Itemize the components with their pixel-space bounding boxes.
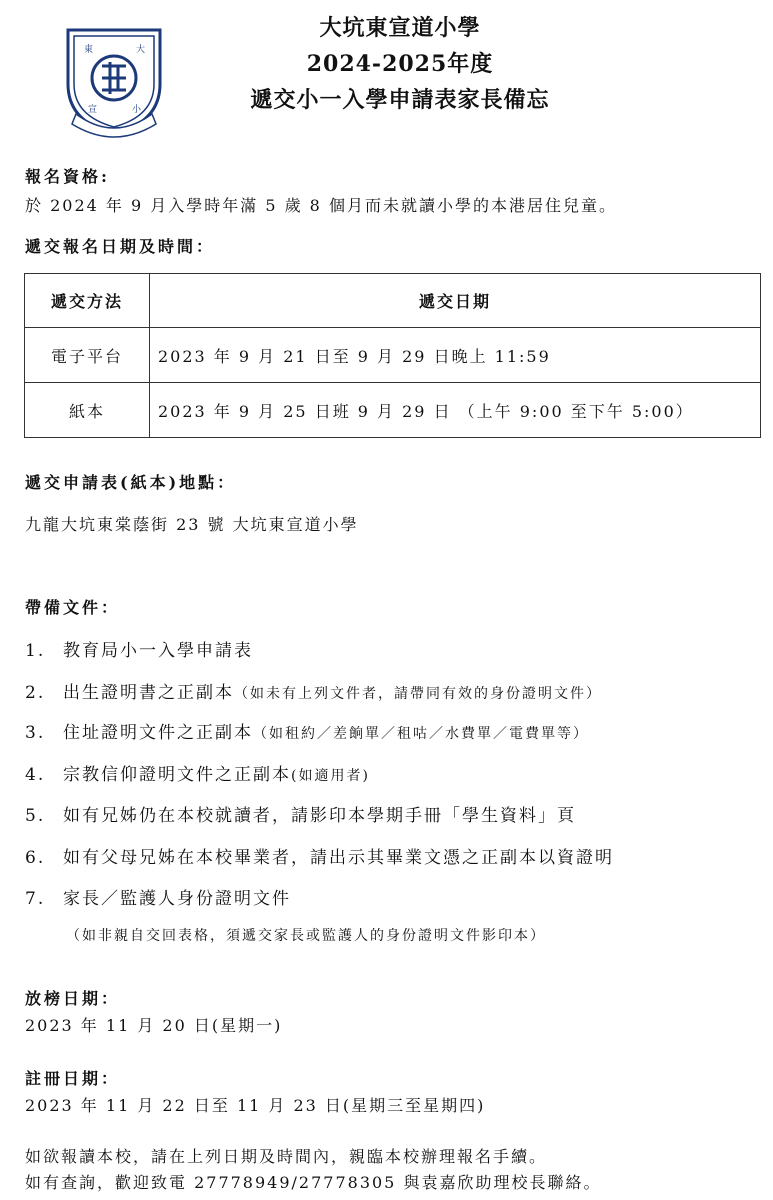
results-date: 2023 年 11 月 20 日(星期一) (25, 1016, 283, 1035)
method-cell: 電子平台 (25, 328, 150, 383)
school-logo (58, 22, 170, 142)
item-number: 7. (25, 889, 46, 909)
item-note: (如適用者) (291, 768, 370, 784)
list-item (25, 678, 602, 703)
svg-text:大: 大 (136, 45, 146, 55)
item-note: （如租約／差餉單／租咕／水費單／電費單等） (253, 726, 589, 742)
item-text: 出生證明書之正副本 (63, 683, 234, 703)
eligibility-title: 報名資格: (25, 167, 110, 186)
registration-title: 註冊日期： (25, 1069, 121, 1088)
header-method: 遞交方法 (25, 274, 150, 328)
item-text: 教育局小一入學申請表 (63, 641, 253, 661)
registration-date: 2023 年 11 月 22 日至 11 月 23 日(星期三至星期四) (25, 1096, 486, 1115)
table-header-row (25, 274, 761, 328)
item-text: 住址證明文件之正副本 (63, 723, 253, 743)
date-cell: 2023 年 9 月 21 日至 9 月 29 日晚上 11:59 (150, 328, 761, 383)
item-text: 家長／監護人身份證明文件 (63, 889, 291, 909)
item-text: 如有兄姊仍在本校就讀者，請影印本學期手冊「學生資料」頁 (63, 806, 576, 826)
item-text: 宗教信仰證明文件之正副本 (63, 765, 291, 785)
method-cell: 紙本 (25, 383, 150, 438)
item-number: 4. (25, 765, 46, 785)
eligibility-text: 於 2024 年 9 月入學時年滿 5 歲 8 個月而未就讀小學的本港居住兒童。 (25, 196, 617, 215)
svg-text:宣: 宣 (88, 105, 98, 115)
footer-line-1: 如欲報讀本校，請在上列日期及時間內，親臨本校辦理報名手續。 (25, 1147, 548, 1166)
submission-table (24, 273, 761, 438)
table-row (25, 328, 761, 383)
item-text: 如有父母兄姊在本校畢業者，請出示其畢業文憑之正副本以資證明 (63, 848, 614, 868)
item-number: 5. (25, 806, 46, 826)
date-cell: 2023 年 9 月 25 日班 9 月 29 日 （上午 9:00 至下午 5:00） (150, 383, 761, 438)
header-date: 遞交日期 (150, 274, 761, 328)
list-item (25, 801, 576, 826)
memo-title: 遞交小一入學申請表家長備忘 (250, 87, 550, 113)
documents-title: 帶備文件： (25, 598, 121, 617)
list-item (25, 843, 614, 868)
school-name: 大坑東宣道小學 (319, 15, 481, 41)
footer-line-2: 如有查詢，歡迎致電 27778949/27778305 與袁嘉欣助理校長聯絡。 (25, 1173, 602, 1192)
item-number: 2. (25, 683, 46, 703)
item-number: 3. (25, 723, 46, 743)
table-row (25, 383, 761, 438)
list-item (25, 636, 253, 661)
academic-year: 2024-2025年度 (306, 51, 494, 77)
results-title: 放榜日期： (25, 989, 121, 1008)
item-number: 1. (25, 641, 46, 661)
documents-subnote: （如非親自交回表格，須遞交家長或監護人的身份證明文件影印本） (66, 928, 546, 944)
header-titles (180, 10, 620, 118)
list-item (25, 718, 589, 743)
item-note: （如未有上列文件者，請帶同有效的身份證明文件） (234, 686, 602, 702)
location-address: 九龍大坑東棠蔭街 23 號 大坑東宣道小學 (25, 515, 359, 534)
item-number: 6. (25, 848, 46, 868)
svg-text:小: 小 (132, 105, 142, 115)
list-item (25, 760, 370, 785)
list-item (25, 884, 291, 909)
location-title: 遞交申請表(紙本)地點： (25, 473, 237, 492)
submission-title: 遞交報名日期及時間： (25, 237, 216, 256)
svg-text:東: 東 (84, 45, 94, 55)
